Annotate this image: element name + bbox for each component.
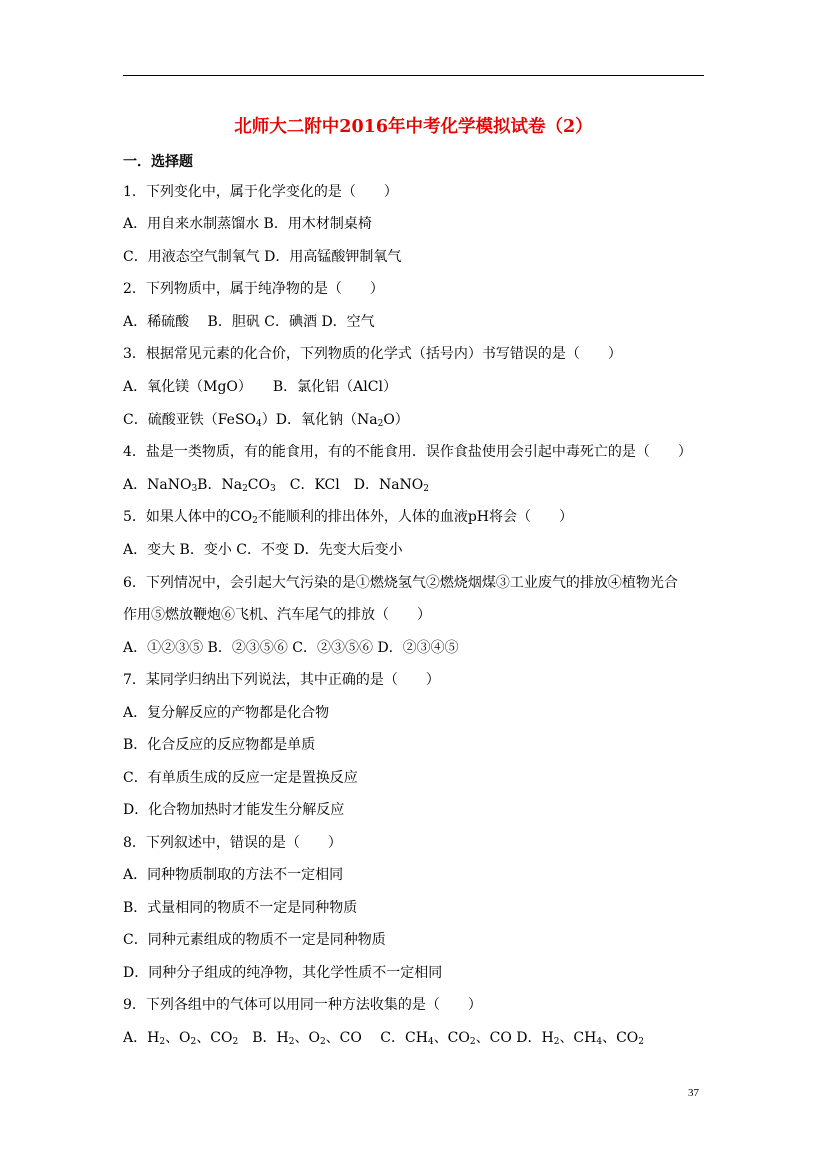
question-8-option-a: A．同种物质制取的方法不一定相同 (123, 867, 344, 883)
text-run: O） (383, 412, 409, 428)
subscript: 2 (638, 1037, 645, 1047)
question-1: 1．下列变化中，属于化学变化的是（ ） (123, 184, 398, 200)
text-run: 、CH (559, 1030, 597, 1046)
text-run: 、CO D．H (475, 1030, 554, 1046)
question-1-options-cd: C．用液态空气制氧气 D．用高锰酸钾制氧气 (123, 249, 402, 265)
question-4-options (123, 476, 429, 494)
question-7: 7．某同学归纳出下列说法，其中正确的是（ ） (123, 672, 440, 688)
subscript: 2 (242, 484, 248, 494)
subscript: 2 (159, 1037, 166, 1047)
question-6: 6．下列情况中，会引起大气污染的是①燃烧氢气②燃烧烟煤③工业废气的排放④植物光合 (123, 575, 678, 591)
subscript: 2 (190, 1037, 197, 1047)
subscript: 3 (191, 484, 198, 494)
question-9-options (123, 1029, 644, 1047)
subscript: 2 (469, 1037, 476, 1047)
question-3: 3．根据常见元素的化合价，下列物质的化学式（括号内）书写错误的是（ ） (123, 346, 622, 362)
subscript: 2 (288, 1037, 295, 1047)
subscript: 3 (270, 484, 276, 494)
text-run: 、O (294, 1030, 320, 1046)
text-run: B．Na (197, 477, 243, 493)
question-2-options: A．稀硫酸 B．胆矾 C．碘酒 D．空气 (123, 314, 375, 330)
page-number: 37 (688, 1087, 699, 1099)
question-7-option-c: C．有单质生成的反应一定是置换反应 (123, 770, 358, 786)
subscript: 2 (232, 1037, 239, 1047)
text-run: 、CO (196, 1030, 233, 1046)
question-7-option-b: B．化合反应的反应物都是单质 (123, 737, 316, 753)
question-7-option-d: D．化合物加热时才能发生分解反应 (123, 802, 345, 818)
text-run: B．H (238, 1030, 289, 1046)
question-8-option-c: C．同种元素组成的物质不一定是同种物质 (123, 932, 386, 948)
text-run: 5．如果人体中的CO (123, 509, 253, 525)
question-6-options: A．①②③⑤ B．②③⑤⑥ C．②③⑤⑥ D．②③④⑤ (123, 640, 459, 656)
question-9: 9．下列各组中的气体可以用同一种方法收集的是（ ） (123, 997, 482, 1013)
text-run: 、CO (433, 1030, 470, 1046)
question-4: 4．盐是一类物质，有的能食用，有的不能食用．误作食盐使用会引起中毒死亡的是（ ） (123, 444, 692, 460)
subscript: 2 (319, 1037, 326, 1047)
subscript: 2 (553, 1037, 560, 1047)
question-1-options-ab: A．用自来水制蒸馏水 B．用木材制桌椅 (123, 216, 372, 232)
question-5-options: A．变大 B．变小 C．不变 D．先变大后变小 (123, 542, 403, 558)
subscript: 4 (427, 1037, 434, 1047)
question-5 (123, 508, 573, 526)
question-8-option-d: D．同种分子组成的纯净物，其化学性质不一定相同 (123, 965, 443, 981)
subscript: 2 (252, 516, 258, 526)
section-heading: 一．选择题 (123, 154, 193, 170)
question-8: 8．下列叙述中，错误的是（ ） (123, 835, 342, 851)
question-7-option-a: A．复分解反应的产物都是化合物 (123, 705, 330, 721)
text-run: 、CO (602, 1030, 639, 1046)
text-run: C．硫酸亚铁（FeSO (123, 412, 257, 428)
text-run: CO (247, 477, 270, 493)
page-title: 北师大二附中2016年中考化学模拟试卷（2） (234, 117, 593, 137)
question-6-continued: 作用⑤燃放鞭炮⑥飞机、汽车尾气的排放（ ） (123, 607, 431, 623)
header-rule (123, 75, 704, 76)
question-8-option-b: B．式量相同的物质不一定是同种物质 (123, 900, 358, 916)
question-2: 2．下列物质中，属于纯净物的是（ ） (123, 281, 384, 297)
subscript: 2 (423, 484, 430, 494)
question-3-options-cd (123, 411, 409, 429)
text-run: A．NaNO (123, 477, 192, 493)
text-run: C．KCl D．NaNO (275, 477, 424, 493)
text-run: 、CO C．CH (325, 1030, 428, 1046)
subscript: 4 (596, 1037, 603, 1047)
text-run: A．H (123, 1030, 160, 1046)
text-run: 、O (165, 1030, 191, 1046)
subscript: 2 (377, 419, 384, 429)
text-run: 不能顺利的排出体外，人体的血液pH将会（ ） (257, 509, 574, 525)
subscript: 4 (256, 419, 262, 429)
text-run: ）D．氧化钠（Na (261, 412, 378, 428)
question-3-options-ab: A．氧化镁（MgO） B．氯化铝（AlCl） (123, 379, 397, 395)
